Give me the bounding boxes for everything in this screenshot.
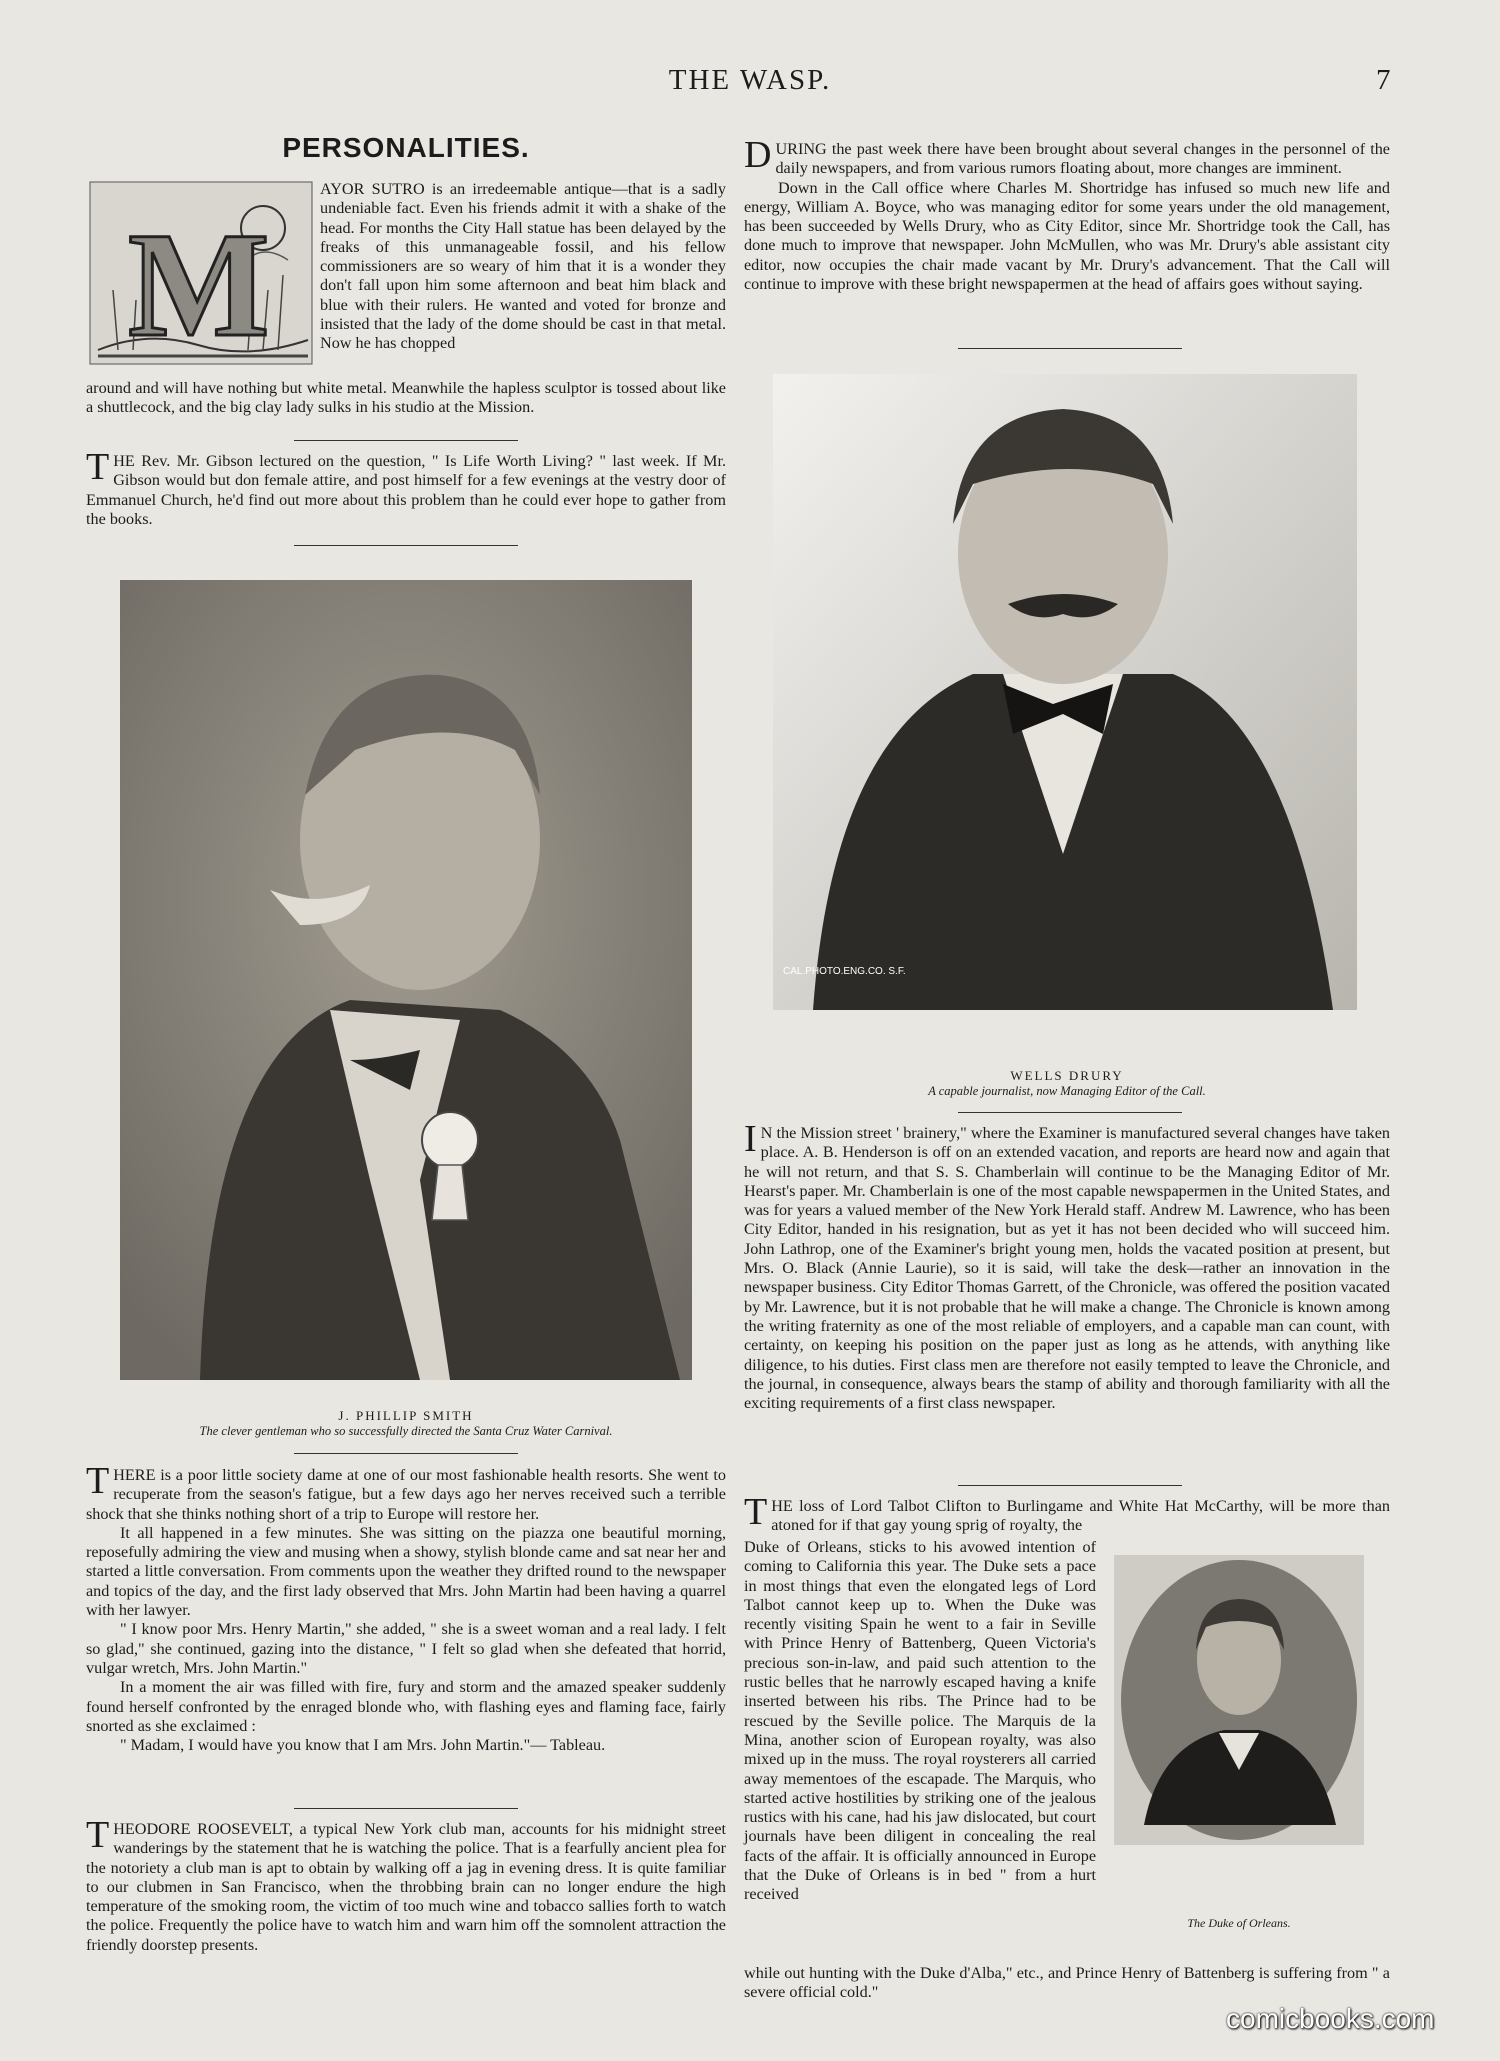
gibson-paragraph: HE Rev. Mr. Gibson lectured on the question, " Is Life Worth Living? " last week. If Mr. Gibson would but don female attire, and post himself for a few evenings at the vestry door of Emmanuel Church, he'd find out more about this problem than he could ever hope to gather from the books. <box>86 452 726 528</box>
caption-name: J. PHILLIP SMITH <box>338 1408 474 1423</box>
divider <box>294 545 518 546</box>
dropcap: T <box>86 1460 110 1502</box>
divider <box>294 1453 518 1454</box>
during-paragraph-1: URING the past week there have been brought about several changes in the personnel of the daily newspapers, and from various rumors floating about, more changes are imminent. <box>775 140 1390 178</box>
talbot-paragraph-top: HE loss of Lord Talbot Clifton to Burlingame and White Hat McCarthy, will be more than atoned for if that gay young sprig of royalty, the <box>771 1497 1390 1535</box>
dame-paragraph-4: In a moment the air was filled with fire, fury and storm and the amazed speaker suddenly found herself confronted by the enraged blonde who, with flashing eyes and flaming face, fairly snorted as she exclaimed : <box>86 1678 726 1735</box>
mission-street-article <box>744 1118 1390 1413</box>
newspaper-changes-article <box>744 134 1390 294</box>
society-dame-article <box>86 1460 726 1755</box>
divider <box>958 1485 1182 1486</box>
mission-paragraph: N the Mission street ' brainery," where the Examiner is manufactured several changes have taken place. A. B. Henderson is off on an extended vacation, and reports are heard now and again that he will not return, and that S. S. Chamberlain will continue to be the Managing Editor of Mr. Hearst's paper. Mr. Chamberlain is one of the most capable newspapermen in the United States, and was for years a valued member of the New York Herald staff. Andrew M. Lawrence, who has been City Editor, handed in his resignation, but as yet it has not been decided who will succeed him. John Lathrop, one of the Examiner's bright young men, holds the vacated position at present, but Mrs. O. Black (Annie Laurie), so it is said, will take the desk—rather an innovation in the newspaper business. City Editor Thomas Garrett, of the Chronicle, was offered the position vacated by Mr. Lawrence, but it is not probable that he will make a change. The Chronicle is known among the writing fraternity as one of the most reliable of employers, and a capable man can count, with certainty, on keeping his position on the paper just as long as he attends, with anything like diligence, to his duties. First class men are therefore not easily tempted to leave the Chronicle, and the journal, in consequence, always bears the stamp of ability and thorough familiarity with all the exciting requirements of a first class newspaper. <box>744 1124 1390 1413</box>
talbot-paragraph-narrow: Duke of Orleans, sticks to his avowed intention of coming to California this year. The Duke sets a pace in most things that even the elongated legs of Lord Talbot cannot keep up to. When the Duke was recently visiting Spain he went to a fair in Seville with Prince Henry of Battenberg, Queen Victoria's precious son-in-law, and paid such attention to the rustic belles that he narrowly escaped having a knife inserted between his ribs. The Prince had to be rescued by the Seville police. The Marquis de la Mina, another scion of European royalty, was also mixed up in the muss. The royal roysterers all carried away mementoes of the escapade. The Marquis, who started active hostilities by striking one of the jealous rustics with his cane, had his jaw dislocated, but court journals have been diligent in concealing the real facts of the affair. It is officially announced in Europe that the Duke of Orleans is in bed " from a hurt received <box>744 1538 1096 1904</box>
divider <box>958 348 1182 349</box>
talbot-paragraph-bottom: while out hunting with the Duke d'Alba," etc., and Prince Henry of Battenberg is suffering from " a severe official cold." <box>744 1964 1390 2002</box>
page-title: THE WASP. <box>668 64 832 96</box>
during-paragraph-2: Down in the Call office where Charles M. Shortridge has infused so much new life and energy, William A. Boyce, who was managing editor for some years under the old management, has been succeeded by Wells Drury, who as City Editor, since Mr. Shortridge took the Call, has done much to improve that newspaper. John McMullen, who was Mr. Drury's able assistant city editor, now occupies the chair made vacant by Mr. Drury's advancement. That the Call will continue to improve with these bright newspapermen at the head of affairs goes without saying. <box>744 178 1390 294</box>
divider <box>294 440 518 441</box>
caption-duke-of-orleans: The Duke of Orleans. <box>1187 1916 1291 1930</box>
caption-description: The clever gentleman who so successfully directed the Santa Cruz Water Carnival. <box>199 1424 613 1438</box>
caption-name: WELLS DRURY <box>1010 1068 1124 1083</box>
sutro-paragraph-rest: around and will have nothing but white metal. Meanwhile the hapless sculptor is tossed about like a shuttlecock, and the big clay lady sulks in his studio at the Mission. <box>86 379 726 417</box>
dropcap: T <box>86 446 110 488</box>
dame-paragraph-5: " Madam, I would have you know that I am Mrs. John Martin."— Tableau. <box>120 1736 606 1755</box>
dame-paragraph-2: It all happened in a few minutes. She was sitting on the piazza one beautiful morning, reposefully admiring the view and musing when a showy, stylish blonde came and sat near her and started a little conversation. From comments upon the weather they drifted round to the newspaper and topics of the day, and the first lady observed that Mrs. John Martin had been having a quarrel with her lawyer. <box>86 1523 726 1620</box>
roosevelt-paragraph: HEODORE ROOSEVELT, a typical New York club man, accounts for his midnight street wanderings by the statement that he is watching the police. That is a fearfully ancient plea for the notoriety a club man is apt to obtain by walking off a jag in evening dress. It is quite familiar to our clubmen in San Francisco, when the throbbing brain can no longer endure the high temperature of the smoking room, the victim of too much wine and tobacco sallies forth to watch the police. Frequently the police have to watch him and warn him off the somnolent attraction the friendly doorstep presents. <box>86 1820 726 1954</box>
page-number: 7 <box>1376 64 1391 96</box>
portrait-j-phillip-smith <box>120 580 692 1380</box>
watermark: comicbooks.com <box>1226 2003 1435 2034</box>
ornamental-initial-m <box>88 180 314 366</box>
dropcap: T <box>744 1491 768 1533</box>
portrait-duke-of-orleans <box>1114 1555 1364 1845</box>
sutro-paragraph-lead: AYOR SUTRO is an irredeemable antique—that is a sadly undeniable fact. Even his friends admit it with a shake of the head. For months the City Hall statue has been delayed by the freaks of this unmanageable fossil, and his fellow commissioners are so weary of him that it is a wonder they don't fall upon him some afternoon and beat him black and blue with their rulers. He wanted and voted for bronze and insisted that the lady of the dome should be cast in that metal. Now he has chopped <box>320 180 726 353</box>
dame-paragraph-3: " I know poor Mrs. Henry Martin," she added, " she is a sweet woman and a real lady. I felt so glad," she continued, gazing into the distance, " I felt so glad when she defeated that horrid, vulgar wretch, Mrs. John Martin." <box>86 1620 726 1677</box>
section-title: PERSONALITIES. <box>282 132 530 163</box>
dropcap: I <box>744 1118 757 1160</box>
dropcap: T <box>86 1814 110 1856</box>
portrait-wells-drury <box>773 374 1357 1010</box>
caption-j-phillip-smith <box>86 1408 726 1439</box>
dame-paragraph-1: HERE is a poor little society dame at one of our most fashionable health resorts. She went to recuperate from the season's fatigue, but a few days ago her nerves received such a terrible shock that she thinks nothing short of a trip to Europe will restore her. <box>86 1466 726 1523</box>
gibson-article <box>86 446 726 529</box>
engraver-credit: CAL.PHOTO.ENG.CO. S.F. <box>783 966 906 977</box>
divider <box>294 1808 518 1809</box>
caption-description: A capable journalist, now Managing Editor of the Call. <box>928 1084 1206 1098</box>
talbot-article-top <box>744 1491 1390 1536</box>
initial-letter: M <box>128 202 270 366</box>
dropcap: D <box>744 134 772 176</box>
divider <box>958 1112 1182 1113</box>
caption-wells-drury <box>744 1068 1390 1099</box>
roosevelt-article <box>86 1814 726 1955</box>
